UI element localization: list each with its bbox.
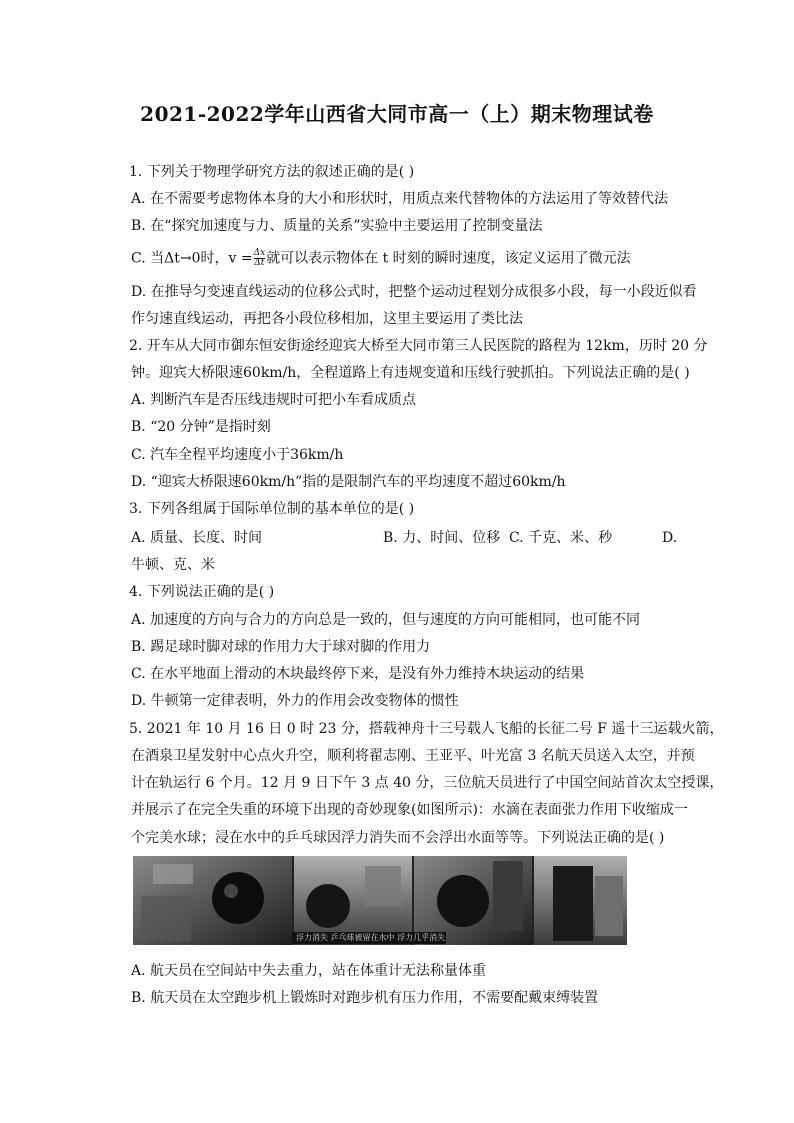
q1-option-d-line1: D. 在推导匀变速直线运动的位移公式时，把整个运动过程划分成很多小段，每一小段近似看 bbox=[131, 284, 697, 300]
q3-stem: 3. 下列各组属于国际单位制的基本单位的是( ) bbox=[129, 501, 415, 517]
q2-option-b: B. “20 分钟”是指时刻 bbox=[131, 419, 271, 435]
q2-stem-line2: 钟。迎宾大桥限速60km/h，全程道路上有违规变道和压线行驶抓拍。下列说法正确的是( ) bbox=[131, 365, 690, 381]
q4-option-d: D. 牛顿第一定律表明，外力的作用会改变物体的惯性 bbox=[131, 693, 459, 709]
q4-option-c: C. 在水平地面上滑动的木块最终停下来，是没有外力维持木块运动的结果 bbox=[131, 666, 585, 682]
q2-option-d: D. “迎宾大桥限速60km/h”指的是限制汽车的平均速度不超过60km/h bbox=[131, 474, 566, 490]
q3-option-d: 牛顿、克、米 bbox=[131, 557, 215, 573]
q1-option-b: B. 在“探究加速度与力、质量的关系”实验中主要运用了控制变量法 bbox=[131, 218, 543, 234]
q4-option-b: B. 踢足球时脚对球的作用力大于球对脚的作用力 bbox=[131, 639, 431, 655]
q5-option-a: A. 航天员在空间站中失去重力，站在体重计无法称量体重 bbox=[131, 963, 487, 979]
fraction-numerator: Δx bbox=[253, 248, 266, 258]
q1-option-a: A. 在不需要考虑物体本身的大小和形状时，用质点来代替物体的方法运用了等效替代法 bbox=[131, 191, 669, 207]
q5-stem-line2: 在酒泉卫星发射中心点火升空，顺利将翟志刚、王亚平、叶光富 3 名航天员送入太空，并预 bbox=[131, 748, 695, 764]
q3-option-a: A. 质量、长度、时间 bbox=[131, 530, 263, 546]
photo-caption: 浮力消失 乒乓球被留在水中 浮力几乎消失 bbox=[292, 932, 446, 944]
fraction-denominator: Δt bbox=[254, 258, 265, 268]
q5-stem-line1: 5. 2021 年 10 月 16 日 0 时 23 分，搭载神舟十三号载人飞船的长征二号 F 遥十三运载火箭， bbox=[129, 721, 724, 737]
q5-stem-line4: 并展示了在完全失重的环境下出现的奇妙现象(如图所示)：水滴在表面张力作用下收缩成一 bbox=[131, 802, 688, 818]
q3-option-c: C. 千克、米、秒 bbox=[509, 530, 613, 546]
delta-fraction bbox=[254, 249, 266, 268]
q1-option-c-prefix: C. 当Δt→0时，v = bbox=[131, 250, 253, 267]
q1-option-c bbox=[131, 249, 631, 268]
q4-option-a: A. 加速度的方向与合力的方向总是一致的，但与速度的方向可能相同，也可能不同 bbox=[131, 612, 641, 628]
page-title: 2021-2022学年山西省大同市高一（上）期末物理试卷 bbox=[140, 102, 654, 126]
q3-option-d-label: D. bbox=[662, 530, 678, 546]
q1-option-d-line2: 作匀速直线运动，再把各小段位移相加，这里主要运用了类比法 bbox=[131, 311, 523, 327]
q2-option-a: A. 判断汽车是否压线违规时可把小车看成质点 bbox=[131, 392, 417, 408]
q2-option-c: C. 汽车全程平均速度小于36km/h bbox=[131, 447, 344, 463]
q1-stem: 1. 下列关于物理学研究方法的叙述正确的是( ) bbox=[129, 164, 415, 180]
q1-option-c-suffix: 就可以表示物体在 t 时刻的瞬时速度，该定义运用了微元法 bbox=[266, 250, 631, 267]
q5-stem-line3: 计在轨运行 6 个月。12 月 9 日下午 3 点 40 分，三位航天员进行了中国空间站首次太空授课， bbox=[131, 775, 724, 791]
q4-stem: 4. 下列说法正确的是( ) bbox=[129, 584, 275, 600]
q2-stem-line1: 2. 开车从大同市御东恒安街途经迎宾大桥至大同市第三人民医院的路程为 12km，历时 20 分 bbox=[129, 338, 708, 354]
q5-stem-line5: 个完美水球；浸在水中的乒乓球因浮力消失而不会浮出水面等等。下列说法正确的是( ) bbox=[131, 830, 665, 846]
q5-option-b: B. 航天员在太空跑步机上锻炼时对跑步机有压力作用，不需要配戴束缚装置 bbox=[131, 990, 599, 1006]
q3-option-b: B. 力、时间、位移 bbox=[383, 530, 501, 546]
